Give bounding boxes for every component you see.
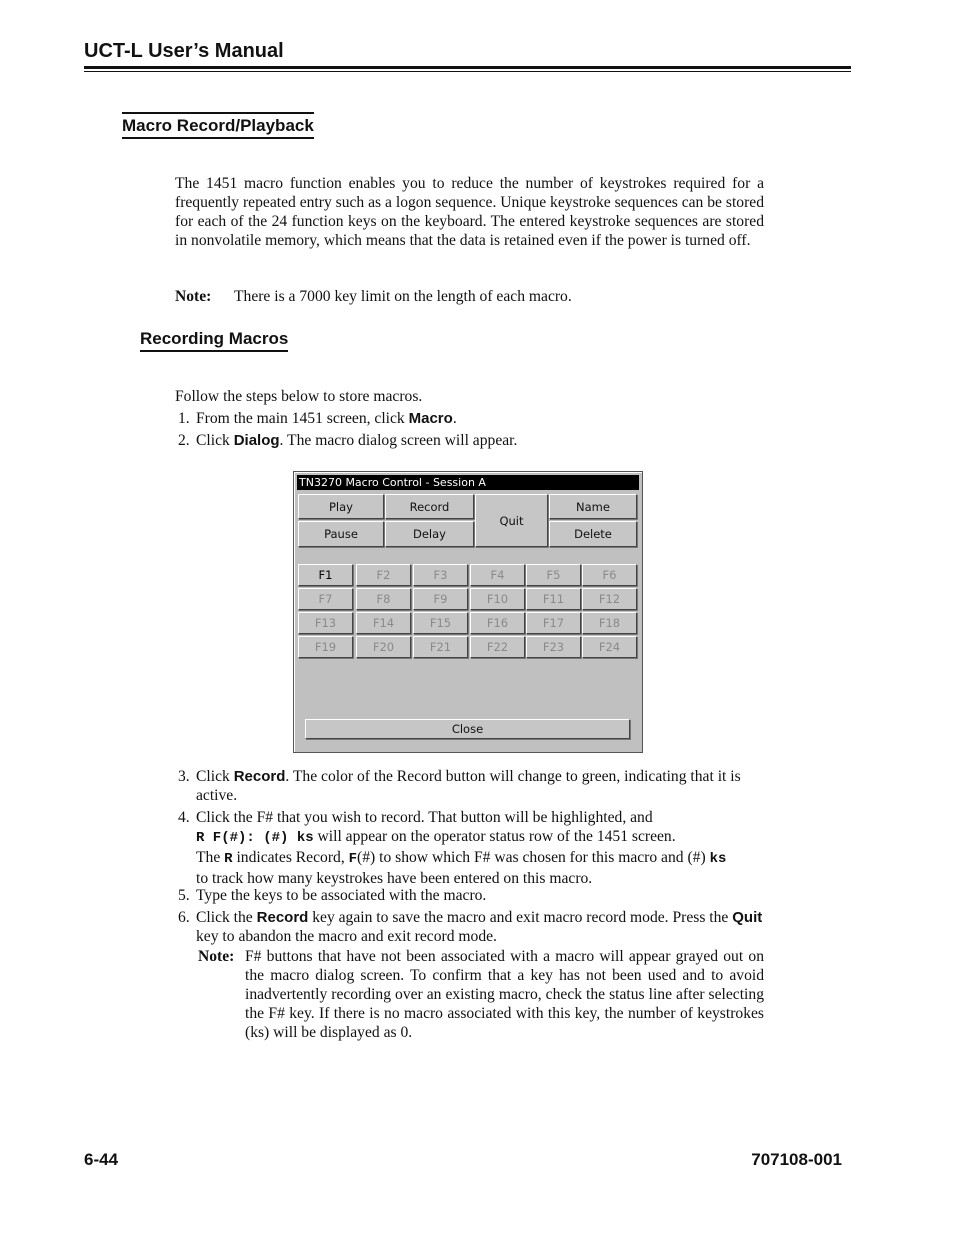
step-text: to track how many keystrokes have been entered on this macro. bbox=[196, 870, 593, 887]
code-ks: ks bbox=[709, 851, 727, 867]
fkey-button[interactable]: F20 bbox=[356, 636, 411, 658]
keyword-record: Record bbox=[256, 909, 309, 926]
fkey-button[interactable]: F4 bbox=[470, 564, 525, 586]
keyword-record: Record bbox=[233, 768, 286, 785]
fkey-button[interactable]: F18 bbox=[582, 612, 637, 634]
step-number: 6. bbox=[178, 909, 190, 926]
step-text: Click bbox=[196, 432, 234, 449]
note-text: F# buttons that have not been associated with a macro will appear grayed out on the macro dialog screen. To confirm that a key has not been used and to avoid inadvertently recording over an existing macro, check the status line after selecting the F# key. If there is no macro associated with this key, the number of keystrokes (ks) will be displayed as 0. bbox=[245, 948, 764, 1041]
code-r: R bbox=[224, 851, 233, 867]
play-button[interactable]: Play bbox=[298, 494, 384, 519]
fkey-button[interactable]: F8 bbox=[356, 588, 411, 610]
fkey-button[interactable]: F7 bbox=[298, 588, 353, 610]
close-button[interactable]: Close bbox=[305, 719, 630, 739]
macro-control-dialog bbox=[293, 471, 643, 753]
record-button[interactable]: Record bbox=[385, 494, 474, 519]
note-grayed-out-keys bbox=[198, 947, 764, 1042]
fkey-button[interactable]: F11 bbox=[526, 588, 581, 610]
steps-intro: Follow the steps below to store macros. bbox=[175, 388, 423, 405]
status-code: R F(#): (#) ks bbox=[196, 830, 314, 846]
fkey-button[interactable]: F21 bbox=[413, 636, 468, 658]
manual-title: UCT-L User’s Manual bbox=[84, 40, 284, 62]
fkey-button[interactable]: F13 bbox=[298, 612, 353, 634]
step-3 bbox=[175, 767, 764, 805]
step-text: . The macro dialog screen will appear. bbox=[279, 432, 518, 449]
section-heading-recording-macros: Recording Macros bbox=[140, 328, 288, 352]
step-6 bbox=[175, 908, 764, 946]
step-text: key to abandon the macro and exit record mode. bbox=[196, 928, 497, 945]
fkey-button[interactable]: F6 bbox=[582, 564, 637, 586]
fkey-button[interactable]: F5 bbox=[526, 564, 581, 586]
fkey-button[interactable]: F15 bbox=[413, 612, 468, 634]
fkey-button[interactable]: F22 bbox=[470, 636, 525, 658]
step-text: Click the bbox=[196, 909, 257, 926]
note-label: Note: bbox=[175, 288, 212, 305]
fkey-button[interactable]: F10 bbox=[470, 588, 525, 610]
dialog-title-bar: TN3270 Macro Control - Session A bbox=[297, 475, 639, 490]
name-button[interactable]: Name bbox=[549, 494, 637, 519]
step-text: From the main 1451 screen, click bbox=[196, 410, 409, 427]
step-text: (#) to show which F# was chosen for this macro and (#) bbox=[357, 849, 710, 866]
step-text: key again to save the macro and exit macro record mode. Press the bbox=[308, 909, 733, 926]
step-text: indicates Record, bbox=[232, 849, 349, 866]
fkey-button[interactable]: F2 bbox=[356, 564, 411, 586]
pause-button[interactable]: Pause bbox=[298, 521, 384, 547]
header-rule-thin bbox=[84, 71, 851, 72]
code-f: F bbox=[348, 851, 358, 867]
fkey-button[interactable]: F1 bbox=[298, 564, 353, 586]
step-number: 3. bbox=[178, 768, 190, 785]
step-number: 4. bbox=[178, 809, 190, 826]
fkey-button[interactable]: F3 bbox=[413, 564, 468, 586]
fkey-button[interactable]: F24 bbox=[582, 636, 637, 658]
page-number: 6-44 bbox=[84, 1150, 119, 1169]
fkey-button[interactable]: F14 bbox=[356, 612, 411, 634]
step-5 bbox=[175, 886, 764, 905]
fkey-button[interactable]: F19 bbox=[298, 636, 353, 658]
note-label: Note: bbox=[198, 948, 235, 965]
step-number: 2. bbox=[178, 432, 190, 449]
step-text: The bbox=[196, 849, 225, 866]
fkey-button[interactable]: F23 bbox=[526, 636, 581, 658]
step-text: Click the F# that you wish to record. That button will be highlighted, and bbox=[196, 809, 653, 826]
step-text: . bbox=[452, 410, 457, 427]
header-rule-thick bbox=[84, 66, 851, 69]
keyword-dialog: Dialog bbox=[233, 432, 280, 449]
keyword-macro: Macro bbox=[408, 410, 453, 427]
step-2 bbox=[175, 431, 764, 450]
fkey-button[interactable]: F17 bbox=[526, 612, 581, 634]
step-text: Click bbox=[196, 768, 234, 785]
fkey-button[interactable]: F16 bbox=[470, 612, 525, 634]
step-1 bbox=[175, 409, 764, 428]
fkey-button[interactable]: F12 bbox=[582, 588, 637, 610]
intro-paragraph: The 1451 macro function enables you to reduce the number of keystrokes required for a frequently repeated entry such as a logon sequence. Unique keystroke sequences can be stored for each of the 24 function keys on the keyboard. The entered keystroke sequences are stored in nonvolatile memory, which means that the data is retained even if the power is turned off. bbox=[175, 175, 764, 249]
step-number: 5. bbox=[178, 887, 190, 904]
step-text: will appear on the operator status row of the 1451 screen. bbox=[313, 828, 676, 845]
section-heading-macro-record-playback: Macro Record/Playback bbox=[122, 112, 314, 139]
step-4 bbox=[175, 808, 764, 888]
document-number: 707108-001 bbox=[751, 1150, 842, 1169]
fkey-button[interactable]: F9 bbox=[413, 588, 468, 610]
delay-button[interactable]: Delay bbox=[385, 521, 474, 547]
note-key-limit bbox=[175, 287, 572, 306]
step-text: . The color of the Record button will change to green, indicating that it is active. bbox=[196, 768, 741, 804]
quit-button[interactable]: Quit bbox=[475, 494, 548, 547]
step-number: 1. bbox=[178, 410, 190, 427]
note-text: There is a 7000 key limit on the length of each macro. bbox=[234, 288, 572, 305]
step-text: Type the keys to be associated with the macro. bbox=[196, 887, 487, 904]
keyword-quit: Quit bbox=[732, 909, 763, 926]
delete-button[interactable]: Delete bbox=[549, 521, 637, 547]
